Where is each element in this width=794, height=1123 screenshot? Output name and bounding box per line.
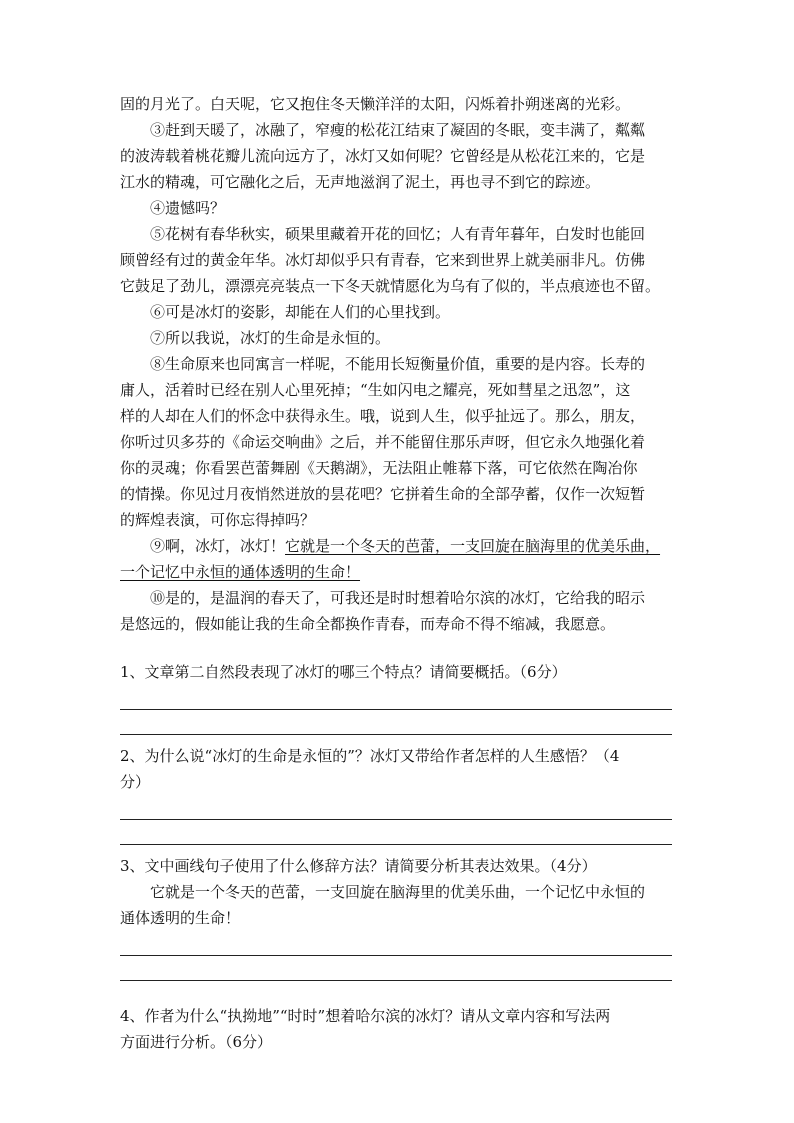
question-text: 方面进行分析。（6分） <box>120 1033 273 1051</box>
spacer <box>120 637 676 659</box>
paragraph-line: 江水的精魂，可它融化之后，无声地滋润了泥土，再也寻不到它的踪迹。 <box>120 173 601 191</box>
paragraph-line <box>120 533 676 559</box>
answer-line[interactable] <box>120 710 672 735</box>
paragraph-9-lead: ⑨啊，冰灯，冰灯！ <box>150 537 286 555</box>
paragraph-line: 的波涛载着桃花瓣儿流向远方了，冰灯又如何呢？它曾经是从松花江来的，它是 <box>120 147 646 165</box>
question-text: 4、作者为什么“执拗地”“时时”想着哈尔滨的冰灯？请从文章内容和写法两 <box>120 1007 611 1025</box>
paragraph-4: ④遗憾吗？ <box>150 199 226 217</box>
paragraph-2-tail: 固的月光了。白天呢，它又抱住冬天懒洋洋的太阳，闪烁着扑朔迷离的光彩。 <box>120 95 631 113</box>
paragraph-8 <box>120 351 676 533</box>
answer-line[interactable] <box>120 820 672 845</box>
question-1 <box>120 659 676 735</box>
question-text: 2、为什么说“冰灯的生命是永恒的”？冰灯又带给作者怎样的人生感悟？（4 <box>120 747 620 765</box>
question-text: 3、文中画线句子使用了什么修辞方法？请简要分析其表达效果。（4分） <box>120 857 597 875</box>
question-2 <box>120 743 676 845</box>
paragraph-line: 的辉煌表演，可你忘得掉吗？ <box>120 511 316 529</box>
paragraph-line: 它鼓足了劲儿，漂漂亮亮装点一下冬天就情愿化为乌有了似的，半点痕迹也不留。 <box>120 277 661 295</box>
paragraph-9 <box>120 533 676 585</box>
paragraph-7: ⑦所以我说，冰灯的生命是永恒的。 <box>150 329 391 347</box>
answer-line[interactable] <box>120 931 672 956</box>
question-text: 分） <box>120 773 151 791</box>
paragraph-line: ⑧生命原来也同寓言一样呢，不能用长短衡量价值，重要的是内容。长寿的 <box>150 355 646 373</box>
spacer <box>120 735 676 743</box>
paragraph-line <box>120 559 676 585</box>
paragraph-line: 是悠远的，假如能让我的生命全都换作青春，而寿命不得不缩减，我愿意。 <box>120 615 616 633</box>
paragraph-6: ⑥可是冰灯的姿影，却能在人们的心里找到。 <box>150 303 451 321</box>
paragraph-line: 你听过贝多芬的《命运交响曲》之后，并不能留住那乐声呀，但它永久地强化着 <box>120 433 646 451</box>
paragraph-3 <box>120 117 676 195</box>
answer-line[interactable] <box>120 956 672 981</box>
spacer <box>120 981 676 1003</box>
question-4 <box>120 1003 676 1055</box>
question-3 <box>120 853 676 981</box>
answer-line[interactable] <box>120 795 672 820</box>
underlined-sentence-part-2: 一个记忆中永恒的通体透明的生命！ <box>120 563 361 581</box>
paragraph-line: ⑤花树有春华秋实，硕果里藏着开花的回忆；人有青年暮年，白发时也能回 <box>150 225 646 243</box>
paragraph-10 <box>120 585 676 637</box>
underlined-sentence-part-1: 它就是一个冬天的芭蕾，一支回旋在脑海里的优美乐曲， <box>285 537 661 555</box>
paragraph-line: 庸人，活着时已经在别人心里死掉；“生如闪电之耀亮，死如彗星之迅忽”，这 <box>120 381 631 399</box>
paragraph-line: ⑩是的，是温润的春天了，可我还是时时想着哈尔滨的冰灯，它给我的昭示 <box>150 589 646 607</box>
paragraph-line: 样的人却在人们的怀念中获得永生。哦，说到人生，似乎扯远了。那么，朋友， <box>120 407 646 425</box>
paragraph-line: 顾曾经有过的黄金年华。冰灯却似乎只有青春，它来到世界上就美丽非凡。仿佛 <box>120 251 646 269</box>
quoted-sentence: 它就是一个冬天的芭蕾，一支回旋在脑海里的优美乐曲，一个记忆中永恒的 <box>150 883 646 901</box>
quoted-sentence: 通体透明的生命！ <box>120 909 241 927</box>
paragraph-line: ③赶到天暖了，冰融了，窄瘦的松花江结束了凝固的冬眠，变丰满了，粼粼 <box>150 121 646 139</box>
answer-line[interactable] <box>120 685 672 710</box>
paragraph-line: 你的灵魂；你看罢芭蕾舞剧《天鹅湖》，无法阻止帷幕下落，可它依然在陶冶你 <box>120 459 638 477</box>
spacer <box>120 845 676 853</box>
question-text: 1、文章第二自然段表现了冰灯的哪三个特点？请简要概括。（6分） <box>120 663 567 681</box>
document-page <box>120 91 676 1055</box>
paragraph-5 <box>120 221 676 299</box>
paragraph-line: 的情操。你见过月夜悄然迸放的昙花吧？它拼着生命的全部孕蓄，仅作一次短暂 <box>120 485 646 503</box>
